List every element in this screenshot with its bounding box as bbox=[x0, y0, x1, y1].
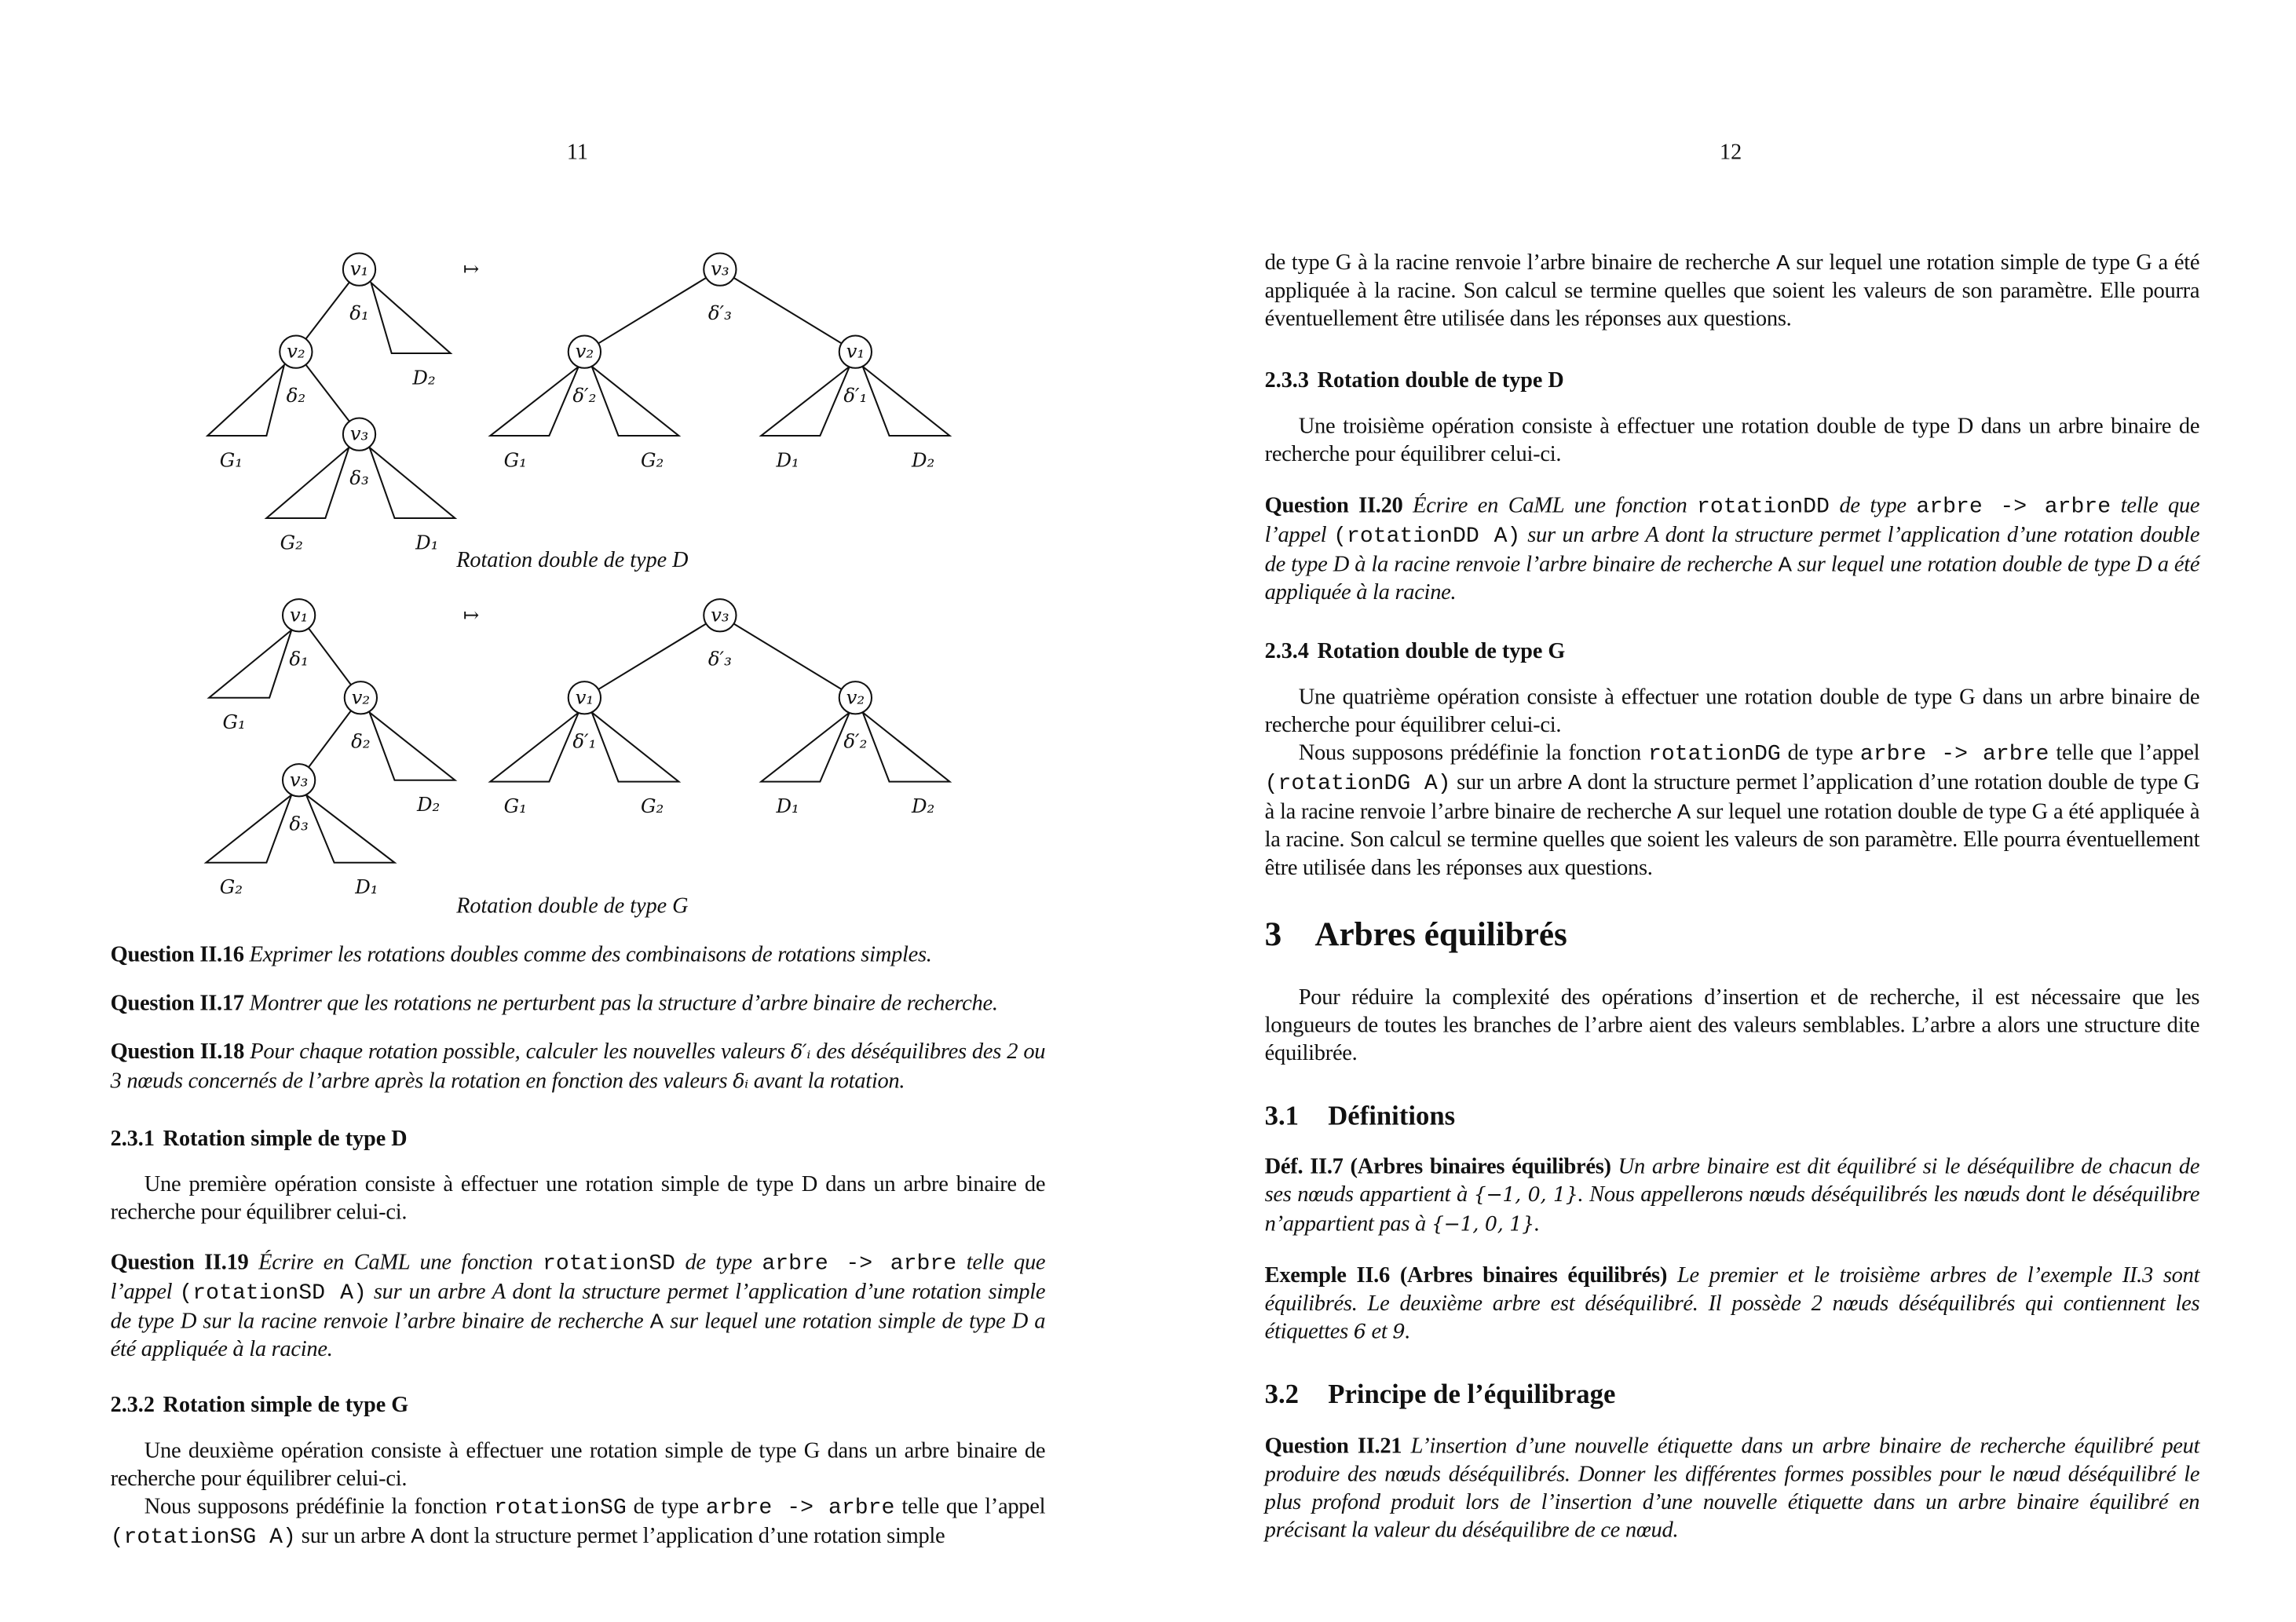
text-italic: . bbox=[1534, 1211, 1540, 1237]
node-label: v₃ bbox=[711, 603, 729, 627]
section-title: Définitions bbox=[1328, 1102, 1456, 1132]
balance-label: δ₃ bbox=[349, 466, 369, 489]
code: (rotationDG A) bbox=[1264, 771, 1451, 797]
text bbox=[1402, 1434, 1410, 1459]
text bbox=[1667, 1263, 1677, 1288]
subtree-triangle bbox=[209, 630, 291, 698]
text-italic: sur lequel une rotation simple de type D a été appliquée à la racine. bbox=[110, 1308, 1046, 1362]
text: Une troisième opération consiste à effectuer une rotation double de type D dans un arbre binaire de recherche pour équilibrer celui-ci. bbox=[1264, 413, 2200, 467]
label-bold: Question II.16 bbox=[110, 942, 244, 967]
subtree-triangle bbox=[863, 713, 950, 782]
question-ii-19 bbox=[111, 1248, 1046, 1363]
balance-label: δ′₂ bbox=[572, 383, 597, 407]
text: Une première opération consiste à effectuer une rotation simple de type D dans un arbre binaire de recherche pour équilibrer celui-ci. bbox=[110, 1171, 1046, 1225]
text: Pour réduire la complexité des opérations d’insertion et de recherche, il est nécessaire que les longueurs de toutes les branches de l’arbre aient des valeurs semblables. L’arbre a alors une structure dite équilibrée. bbox=[1264, 985, 2200, 1066]
math: 9 bbox=[1392, 1320, 1406, 1344]
section-title: Rotation simple de type G bbox=[163, 1394, 409, 1418]
subtree-triangle bbox=[370, 713, 455, 780]
code: arbre -> arbre bbox=[762, 1251, 957, 1277]
heading-2-3-1 bbox=[111, 1126, 408, 1154]
definition-ii-7 bbox=[1265, 1153, 2200, 1240]
text: sur un arbre bbox=[1450, 769, 1568, 795]
identifier: A bbox=[1778, 552, 1792, 576]
text: Nous supposons prédéfinie la fonction bbox=[1298, 740, 1648, 765]
text bbox=[249, 1250, 259, 1275]
subtree-triangle bbox=[207, 365, 284, 436]
subtree-label: G₂ bbox=[219, 875, 243, 899]
balance-label: δ′₃ bbox=[707, 647, 732, 670]
heading-3-1 bbox=[1265, 1104, 1456, 1132]
tree-edge bbox=[305, 364, 349, 421]
text-italic: Un arbre binaire est dit équilibré si le déséquilibre de chacun de ses nœuds appartient à bbox=[1264, 1154, 2200, 1207]
code: rotationSG bbox=[493, 1496, 627, 1521]
text bbox=[244, 1039, 250, 1065]
text-italic: telle que l’appel bbox=[1264, 493, 2200, 548]
text: Une deuxième opération consiste à effectuer une rotation simple de type G dans un arbre binaire de recherche pour équilibrer celui-ci. bbox=[110, 1438, 1046, 1492]
subtree-triangle bbox=[592, 367, 679, 436]
text: telle que l’appel bbox=[2049, 740, 2200, 765]
identifier: A bbox=[411, 1523, 425, 1547]
balance-label: δ₂ bbox=[351, 729, 371, 753]
section-number: 2.3.4 bbox=[1264, 640, 1309, 664]
text-italic: L’insertion d’une nouvelle étiquette dans un arbre binaire de recherche équilibré peut produire des nœuds déséquilibrés. Donner les différentes formes possibles pour le nœud déséquilibré le plus profond produit lors de l’insertion d’une nouvelle étiquette dans un arbre binaire équilibré en précisant la valeur du déséquilibre de ce nœud. bbox=[1264, 1434, 2200, 1543]
text-italic: Montrer que les rotations ne perturbent pas la structure d’arbre binaire de recherche. bbox=[249, 990, 998, 1016]
subtree-label: D₂ bbox=[911, 448, 935, 472]
label-bold: Exemple II.6 (Arbres binaires équilibrés) bbox=[1264, 1262, 1668, 1288]
node-label: v₃ bbox=[289, 768, 309, 791]
paragraph-2-3-3 bbox=[1265, 412, 2200, 468]
tree-edge bbox=[598, 278, 706, 344]
label-bold: Déf. II.7 (Arbres binaires équilibrés) bbox=[1264, 1154, 1611, 1179]
section-number: 3.2 bbox=[1264, 1380, 1299, 1411]
subtree-label: D₂ bbox=[416, 793, 441, 816]
example-ii-6 bbox=[1265, 1262, 2200, 1347]
code: arbre -> arbre bbox=[705, 1496, 895, 1521]
balance-label: δ₃ bbox=[289, 812, 309, 835]
text bbox=[1611, 1154, 1618, 1179]
subtree-label: D₂ bbox=[911, 795, 935, 817]
text-italic: Exprimer les rotations doubles comme des combinaisons de rotations simples. bbox=[249, 942, 932, 967]
code: arbre -> arbre bbox=[1916, 495, 2111, 520]
subtree-label: G₂ bbox=[280, 531, 303, 554]
balance-label: δ′₂ bbox=[843, 729, 868, 753]
text: telle que l’appel bbox=[894, 1494, 1046, 1519]
section-number: 3.1 bbox=[1264, 1102, 1299, 1132]
paragraph-3 bbox=[1265, 984, 2200, 1068]
node-label: v₁ bbox=[846, 339, 865, 363]
tree-edge bbox=[309, 711, 351, 767]
subtree-triangle bbox=[266, 448, 349, 518]
subtree-triangle bbox=[490, 367, 579, 436]
text: Une quatrième opération consiste à effectuer une rotation double de type G dans un arbre binaire de recherche pour équilibrer celui-ci. bbox=[1264, 684, 2200, 738]
maps-to-arrow: ↦ bbox=[462, 257, 480, 280]
text-italic: sur un arbre A dont la structure permet l’application d’une rotation double de type D à la racine renvoie l’arbre binaire de recherche bbox=[1264, 522, 2200, 577]
text-italic: Écrire en CaML une fonction bbox=[1413, 493, 1698, 518]
tree-edge bbox=[733, 623, 841, 689]
tree-edge bbox=[309, 628, 351, 685]
text-italic: des déséquilibres des 2 ou 3 nœuds concernés de l’arbre après la rotation en fonction des valeurs bbox=[110, 1039, 1046, 1094]
paragraph-2-3-4b bbox=[1265, 739, 2200, 882]
code: (rotationSG A) bbox=[110, 1525, 296, 1551]
code: (rotationDD A) bbox=[1333, 524, 1521, 550]
code: rotationDD bbox=[1697, 495, 1830, 520]
subtree-triangle bbox=[863, 367, 950, 436]
subtree-triangle bbox=[761, 713, 850, 782]
text: sur un arbre bbox=[295, 1523, 411, 1549]
text bbox=[1403, 493, 1413, 518]
text-italic: . bbox=[1405, 1319, 1411, 1344]
node-label: v₂ bbox=[351, 685, 371, 709]
text: Nous supposons prédéfinie la fonction bbox=[144, 1494, 494, 1519]
text-italic: Écrire en CaML une fonction bbox=[258, 1249, 543, 1275]
maps-to-arrow: ↦ bbox=[462, 603, 480, 627]
paragraph-2-3-1 bbox=[111, 1171, 1046, 1226]
subtree-label: D₁ bbox=[776, 448, 799, 472]
math: δ′ᵢ bbox=[790, 1040, 811, 1065]
section-number: 3 bbox=[1264, 915, 1282, 953]
label-bold: Question II.20 bbox=[1264, 493, 1403, 518]
identifier: A bbox=[649, 1308, 664, 1332]
section-title: Arbres équilibrés bbox=[1314, 915, 1567, 953]
math: δᵢ bbox=[733, 1070, 748, 1094]
balance-label: δ′₁ bbox=[843, 383, 868, 407]
text-italic: sur lequel une rotation double de type D a été appliquée à la racine. bbox=[1264, 552, 2200, 605]
subtree-label: D₁ bbox=[776, 795, 799, 817]
question-ii-20 bbox=[1265, 491, 2200, 606]
subtree-label: D₁ bbox=[355, 875, 378, 899]
text: de type G à la racine renvoie l’arbre binaire de recherche bbox=[1264, 250, 1777, 276]
subtree-label: G₂ bbox=[641, 448, 664, 472]
math: {−1, 0, 1} bbox=[1431, 1213, 1534, 1237]
subtree-triangle bbox=[306, 795, 395, 863]
paragraph-2-3-2b bbox=[111, 1492, 1046, 1551]
label-bold: Question II.17 bbox=[110, 990, 244, 1016]
subtree-triangle bbox=[761, 367, 850, 436]
identifier: A bbox=[1567, 769, 1582, 794]
subtree-triangle bbox=[592, 713, 679, 782]
code: rotationDG bbox=[1647, 742, 1781, 767]
text-italic: de type bbox=[675, 1249, 762, 1275]
node-label: v₂ bbox=[287, 339, 305, 363]
identifier: A bbox=[1776, 250, 1790, 274]
subtree-label: D₂ bbox=[412, 366, 436, 389]
label-bold: Question II.21 bbox=[1264, 1434, 1402, 1459]
label-bold: Question II.18 bbox=[110, 1039, 245, 1065]
node-label: v₁ bbox=[575, 685, 594, 709]
text: dont la structure permet l’application d’une rotation double de type G à la racine renvoie l’arbre binaire de recherche bbox=[1264, 769, 2200, 824]
subtree-label: G₁ bbox=[222, 711, 246, 734]
balance-label: δ′₁ bbox=[572, 729, 597, 753]
question-ii-16 bbox=[111, 941, 1046, 969]
node-label: v₃ bbox=[349, 422, 369, 445]
heading-3 bbox=[1264, 915, 1567, 953]
subtree-triangle bbox=[207, 795, 292, 863]
subtree-label: G₂ bbox=[641, 795, 664, 817]
section-number: 2.3.3 bbox=[1264, 369, 1309, 393]
question-ii-18 bbox=[111, 1038, 1046, 1097]
text-italic: de type bbox=[1829, 493, 1917, 518]
code: arbre -> arbre bbox=[1859, 742, 2049, 767]
code: (rotationSD A) bbox=[179, 1280, 367, 1306]
tree-edge bbox=[733, 278, 841, 344]
math: 6 bbox=[1353, 1320, 1366, 1344]
text: dont la structure permet l’application d’une rotation simple bbox=[424, 1523, 945, 1549]
heading-2-3-3 bbox=[1265, 368, 1564, 396]
text: sur lequel une rotation double de type G a été appliquée à la racine. Son calcul se termine quelles que soient les valeurs de son paramètre. Elle pourra éventuellement être utilisée dans les réponses aux questions. bbox=[1264, 799, 2200, 881]
section-number: 2.3.2 bbox=[110, 1394, 155, 1418]
node-label: v₁ bbox=[349, 257, 369, 280]
balance-label: δ₂ bbox=[286, 383, 306, 407]
subtree-label: G₁ bbox=[219, 448, 243, 472]
identifier: A bbox=[1676, 799, 1691, 824]
section-title: Rotation double de type D bbox=[1317, 369, 1564, 393]
label-bold: Question II.19 bbox=[110, 1249, 249, 1275]
paragraph-2-3-2a bbox=[111, 1437, 1046, 1492]
paragraph-2-3-4a bbox=[1265, 683, 2200, 739]
text-italic: telle que l’appel bbox=[110, 1249, 1046, 1305]
tree-edge bbox=[305, 282, 349, 338]
node-label: v₁ bbox=[289, 603, 309, 627]
text-italic: sur un arbre A dont la structure permet l’application d’une rotation simple de type D sur la racine renvoie l’arbre binaire de recherche bbox=[110, 1279, 1046, 1334]
text-italic: Le premier et le troisième arbres de l’exemple II.3 sont équilibrés. Le deuxième arbre est déséquilibré. Il possède 2 nœuds déséquilibrés qui contiennent les étiquettes bbox=[1264, 1262, 2200, 1344]
code: rotationSD bbox=[543, 1251, 675, 1277]
text: de type bbox=[1780, 740, 1860, 765]
text: sur lequel une rotation simple de type G a été appliquée à la racine. Son calcul se termine quelles que soient les valeurs de son paramètre. Elle pourra éventuellement être utilisée dans les réponses aux questions. bbox=[1264, 250, 2200, 331]
paragraph-continued bbox=[1265, 249, 2200, 333]
subtree-triangle bbox=[370, 448, 455, 518]
subtree-label: G₁ bbox=[503, 448, 527, 472]
section-title: Rotation double de type G bbox=[1317, 640, 1566, 664]
question-ii-17 bbox=[111, 989, 1046, 1017]
subtree-triangle bbox=[490, 713, 579, 782]
tree-edge bbox=[598, 623, 706, 689]
text-italic: . Nous appellerons nœuds déséquilibrés les nœuds dont le déséquilibre n’appartient pas à bbox=[1264, 1182, 2200, 1237]
section-title: Rotation simple de type D bbox=[163, 1127, 408, 1152]
text-italic: et bbox=[1366, 1319, 1393, 1344]
section-title: Principe de l’équilibrage bbox=[1328, 1380, 1616, 1411]
page-number-right: 12 bbox=[1720, 141, 1742, 165]
caption-double-rotation-d: Rotation double de type D bbox=[456, 549, 689, 573]
text: de type bbox=[626, 1494, 706, 1519]
subtree-label: G₁ bbox=[503, 795, 527, 817]
tree-rotation-diagrams bbox=[0, 0, 1031, 942]
subtree-label: D₁ bbox=[415, 531, 439, 554]
balance-label: δ₁ bbox=[349, 301, 369, 324]
balance-label: δ₁ bbox=[289, 647, 309, 670]
section-number: 2.3.1 bbox=[110, 1127, 155, 1152]
page-number-left: 11 bbox=[566, 141, 588, 165]
heading-3-2 bbox=[1264, 1380, 1616, 1411]
question-ii-21 bbox=[1265, 1432, 2200, 1544]
math: {−1, 0, 1} bbox=[1473, 1183, 1578, 1207]
heading-2-3-2 bbox=[111, 1393, 409, 1421]
node-label: v₂ bbox=[846, 685, 865, 709]
text-italic: avant la rotation. bbox=[748, 1069, 905, 1094]
subtree-triangle bbox=[371, 283, 451, 353]
node-label: v₂ bbox=[575, 339, 594, 363]
caption-double-rotation-g: Rotation double de type G bbox=[456, 895, 689, 919]
text-italic: Pour chaque rotation possible, calculer les nouvelles valeurs bbox=[250, 1039, 791, 1065]
node-label: v₃ bbox=[711, 257, 729, 280]
balance-label: δ′₃ bbox=[707, 301, 732, 324]
heading-2-3-4 bbox=[1265, 639, 1566, 667]
